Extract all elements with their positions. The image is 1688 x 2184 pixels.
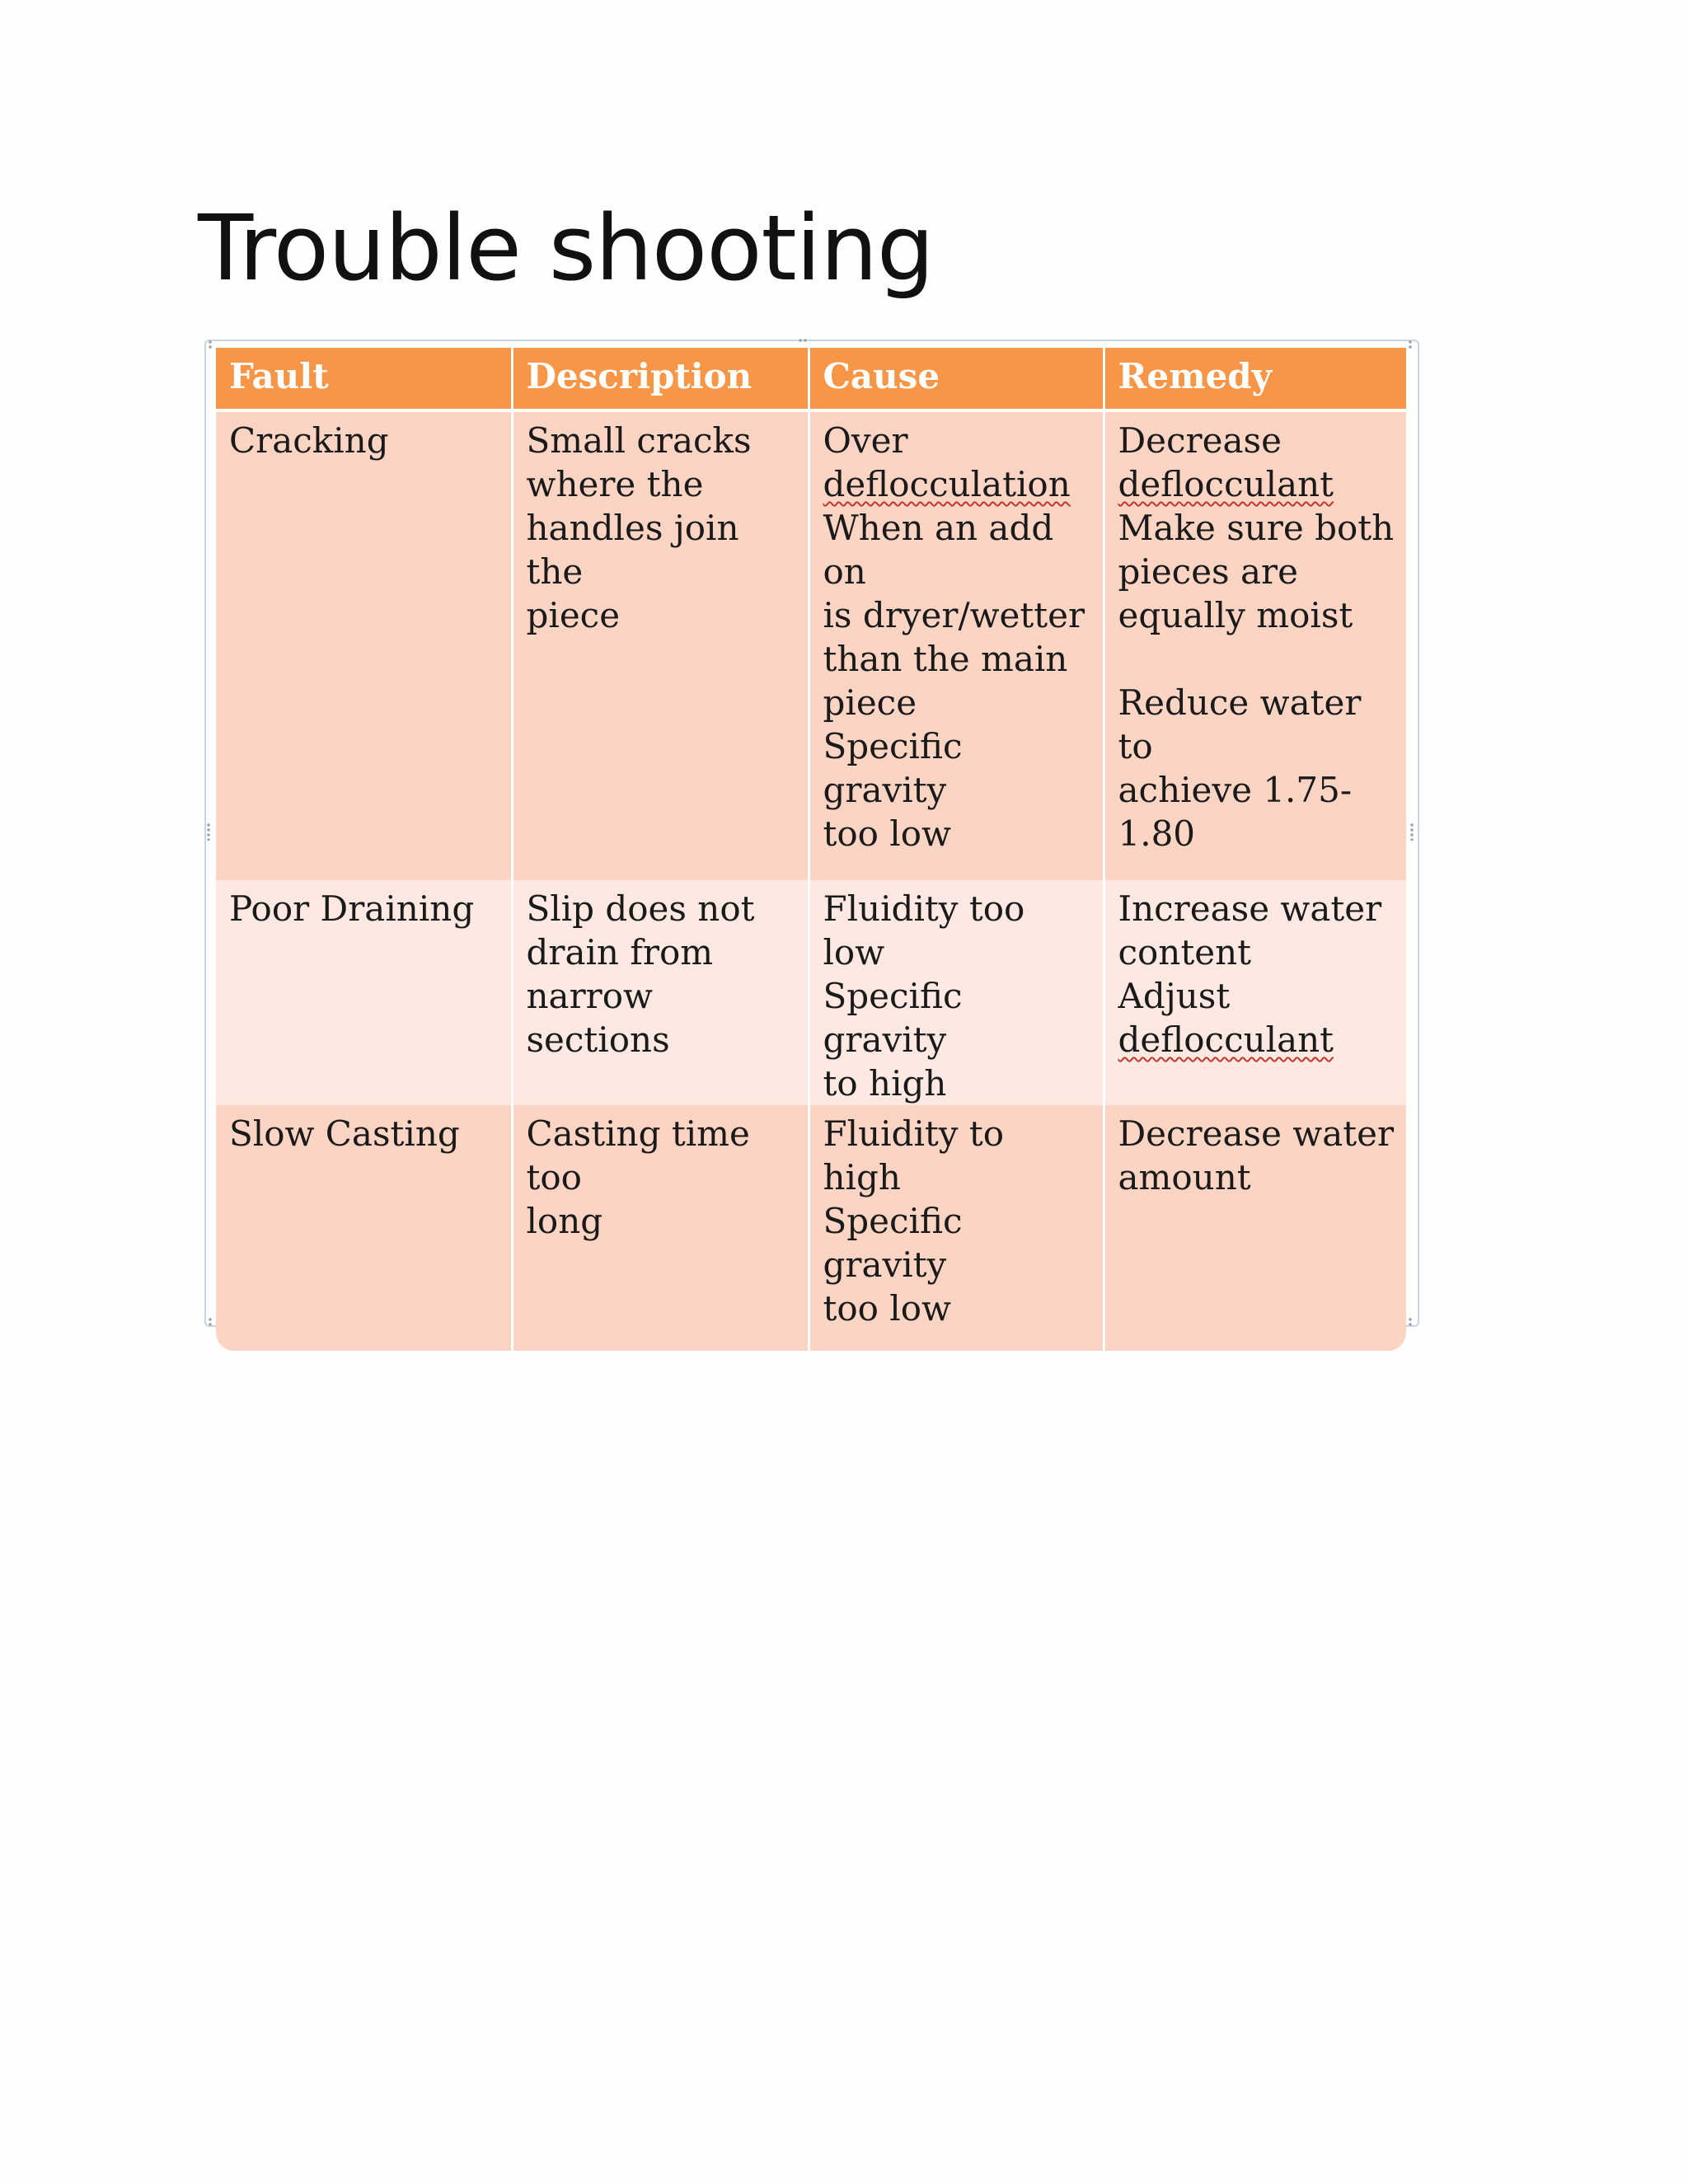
cell-cause[interactable] [809, 1105, 1104, 1351]
cell-text-misspelled: deflocculant [1118, 1019, 1334, 1060]
cell-text: is dryer/wetter [823, 595, 1085, 635]
header-description[interactable]: Description [512, 348, 809, 410]
page-title: Trouble shooting [198, 195, 934, 301]
resize-handle-bottom-left[interactable] [208, 1317, 213, 1327]
blank-line [1118, 637, 1397, 681]
cell-text: Slow Casting [229, 1113, 460, 1154]
cell-text: Make sure both [1118, 508, 1395, 548]
resize-handle-right[interactable] [1409, 823, 1414, 841]
cell-cause[interactable] [809, 410, 1104, 880]
resize-handle-bottom-right[interactable] [1408, 1317, 1413, 1327]
cell-text: achieve 1.75- [1118, 770, 1353, 810]
resize-handle-top-right[interactable] [1408, 340, 1413, 349]
cell-text: amount [1118, 1157, 1251, 1197]
cell-text: 1.80 [1118, 813, 1196, 854]
cell-text: piece [823, 682, 917, 723]
cell-fault[interactable] [216, 880, 512, 1105]
cell-text: Slip does not [526, 888, 755, 929]
cell-text: Fluidity to high [823, 1113, 1004, 1197]
cell-remedy[interactable] [1104, 1105, 1406, 1351]
cell-fault[interactable] [216, 1105, 512, 1351]
header-remedy[interactable]: Remedy [1104, 348, 1406, 410]
cell-text: handles join the [526, 508, 739, 592]
cell-text: than the main [823, 639, 1068, 679]
cell-text: too low [823, 813, 951, 854]
header-cause[interactable]: Cause [809, 348, 1104, 410]
cell-text: Reduce water to [1118, 682, 1362, 766]
cell-remedy[interactable] [1104, 410, 1406, 880]
cell-text: Specific gravity [823, 1201, 963, 1285]
cell-text: narrow sections [526, 976, 670, 1060]
table-row [216, 410, 1406, 880]
cell-text: Specific gravity [823, 976, 963, 1060]
resize-handle-top-left[interactable] [208, 340, 213, 349]
cell-text: drain from [526, 932, 714, 972]
cell-text: Fluidity too low [823, 888, 1025, 972]
cell-text: Cracking [229, 420, 389, 461]
cell-remedy[interactable] [1104, 880, 1406, 1105]
cell-text: Decrease [1118, 420, 1282, 461]
table-header-row [216, 348, 1406, 410]
cell-text: Adjust [1118, 976, 1231, 1016]
cell-text: Decrease water [1118, 1113, 1395, 1154]
resize-handle-left[interactable] [206, 823, 211, 841]
cell-cause[interactable] [809, 880, 1104, 1105]
cell-description[interactable] [512, 1105, 809, 1351]
cell-text: where the [526, 464, 704, 504]
cell-description[interactable] [512, 880, 809, 1105]
cell-text: Small cracks [526, 420, 752, 461]
cell-text: When an add on [823, 508, 1054, 592]
table-row [216, 880, 1406, 1105]
cell-text: content [1118, 932, 1252, 972]
cell-text: Over [823, 420, 908, 461]
cell-text-misspelled: deflocculant [1118, 464, 1334, 504]
cell-text: long [526, 1201, 603, 1241]
cell-text: piece [526, 595, 621, 635]
resize-handle-top[interactable] [798, 338, 808, 343]
cell-fault[interactable] [216, 410, 512, 880]
cell-text: Casting time too [526, 1113, 750, 1197]
cell-text: too low [823, 1288, 951, 1329]
cell-text: Specific gravity [823, 726, 963, 810]
table-row [216, 1105, 1406, 1351]
cell-text: to high [823, 1063, 947, 1104]
cell-text-misspelled: deflocculation [823, 464, 1071, 504]
cell-description[interactable] [512, 410, 809, 880]
cell-text: Increase water [1118, 888, 1382, 929]
cell-text: equally moist [1118, 595, 1353, 635]
header-fault[interactable]: Fault [216, 348, 512, 410]
cell-text: Poor Draining [229, 888, 475, 929]
cell-text: pieces are [1118, 551, 1298, 592]
troubleshooting-table[interactable] [216, 348, 1406, 1351]
